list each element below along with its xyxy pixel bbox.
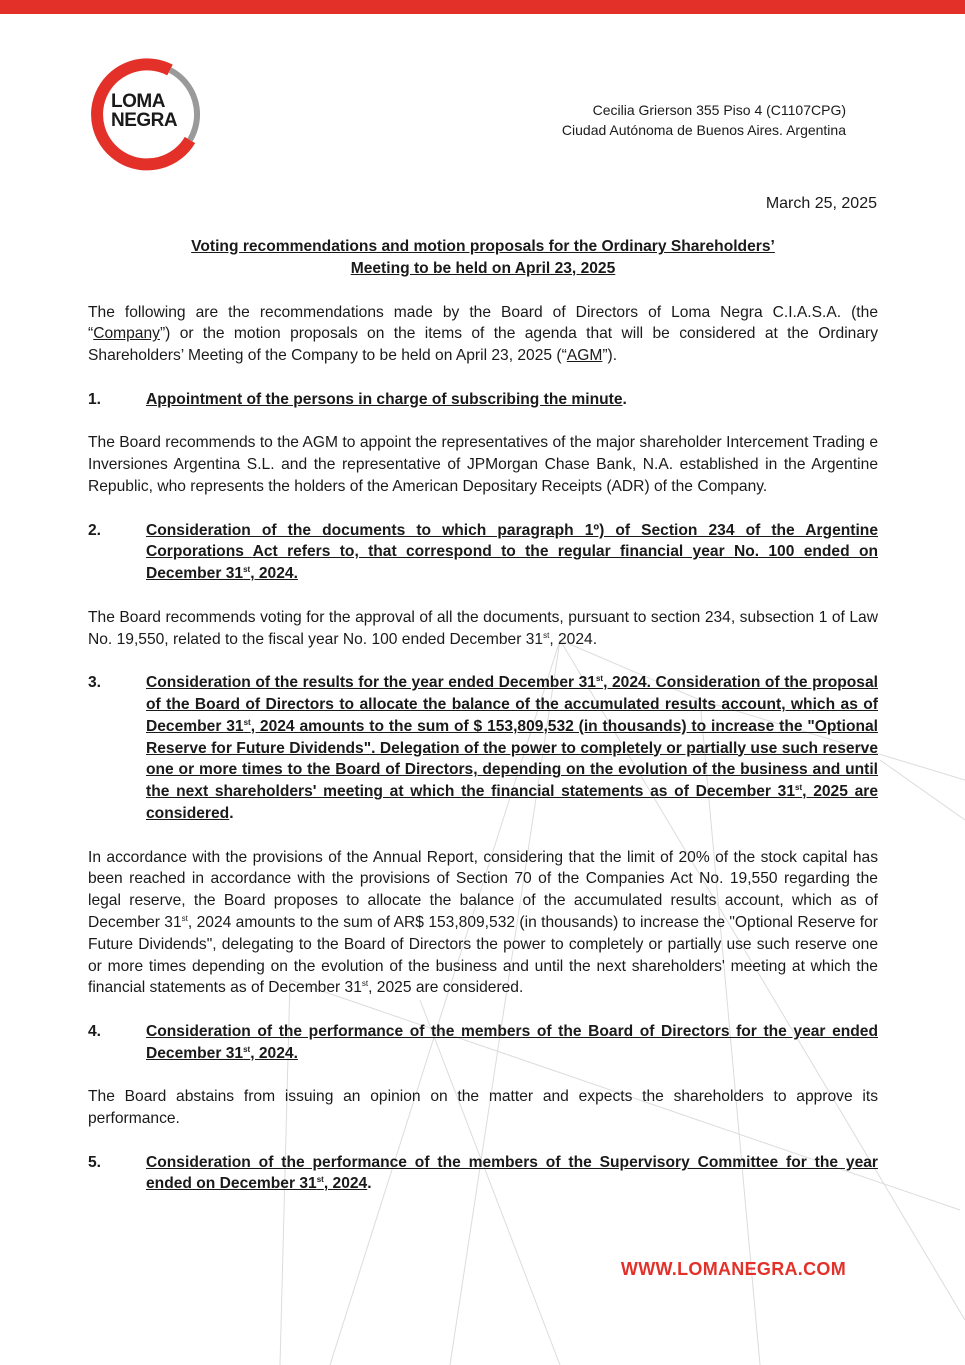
agenda-item-1: [88, 389, 878, 411]
item-heading-text: Consideration of the performance of the members of the Board of Directors for the year ended December 31: [146, 1022, 878, 1062]
recommendation-text: The Board recommends voting for the approval of all the documents, pursuant to section 234, subsection 1 of Law No. 19,550, related to the fiscal year No. 100 ended December 31: [88, 608, 878, 648]
item-number: 5.: [88, 1153, 102, 1171]
ordinal-suffix: st: [316, 1175, 324, 1185]
item-number: 4.: [88, 1022, 102, 1040]
address-line-2: Ciudad Autónoma de Buenos Aires. Argentina: [561, 122, 846, 138]
item-heading-underlined: [146, 674, 878, 822]
ordinal-suffix: st: [595, 673, 604, 683]
intro-agm-term: AGM: [566, 347, 603, 365]
intro-text-b: ”) or the motion proposals on the items of the agenda that will be considered at the Ordinary Shareholders’ Meeting of the Company to be held on April 23, 2025 (“: [88, 325, 878, 365]
item-heading-text: , 2024: [323, 1175, 368, 1193]
item-heading-underlined: [146, 1154, 878, 1193]
document-body: [88, 236, 878, 1217]
item-heading: [146, 389, 878, 411]
document-title: [88, 236, 878, 280]
ordinal-suffix: st: [181, 913, 188, 923]
agenda-item-3: [88, 672, 878, 825]
logo-word-loma: LOMA: [111, 91, 165, 112]
ordinal-suffix: st: [795, 782, 803, 792]
logo-word-negra: NEGRA: [111, 110, 178, 131]
item-heading-text: Consideration of the documents to which paragraph 1º) of Section 234 of the Argentine Corporations Act refers to, that correspond to the regular financial year No. 100 ended on December 31: [146, 521, 878, 583]
recommendation-text: , 2024.: [549, 630, 598, 648]
ordinal-suffix: st: [243, 717, 251, 727]
item-number: 1.: [88, 390, 102, 408]
ordinal-suffix: st: [243, 564, 251, 574]
item-heading-text: , 2024 amounts to the sum of $ 153,809,532 (in thousands) to increase the "Optional Reserve for Future Dividends". Delegation of the power to completely or partially use such reserve one or more times to the Board of Directors, depending on the evolution of the business and until the next shareholders' meeting at which the financial statements as of December 31: [146, 717, 878, 801]
item-number: 2.: [88, 521, 102, 539]
logo-wordmark: [111, 92, 177, 130]
item-heading-text: , 2024. Consideration of the proposal of the Board of Directors to allocate the balance of the accumulated results account, which as of December 31: [146, 674, 878, 735]
intro-company-term: Company: [93, 325, 160, 343]
agenda-item-4: [88, 1021, 878, 1065]
item-heading: [146, 1021, 878, 1065]
recommendation-text: In accordance with the provisions of the Annual Report, considering that the limit of 20% of the stock capital has been reached in accordance with the provisions of Section 70 of the Companies Act No. 19,550 regarding the legal reserve, the Board proposes to allocate the balance of the accumulated results account, which as of December 31: [88, 848, 878, 931]
item-heading-text: , 2024.: [250, 565, 298, 583]
agenda-item-5: [88, 1152, 878, 1196]
letter-date: March 25, 2025: [765, 195, 877, 212]
item-2-recommendation: [88, 607, 878, 651]
intro-text-a: The following are the recommendations made by the Board of Directors of Loma Negra C.I.A.S.A. (the “: [88, 303, 878, 343]
ordinal-suffix: st: [243, 1044, 251, 1054]
title-line-1: Voting recommendations and motion proposals for the Ordinary Shareholders’: [191, 238, 775, 255]
item-heading: [146, 520, 878, 585]
item-heading-text: , 2025 are considered: [146, 783, 878, 822]
item-heading-end: .: [622, 390, 627, 408]
intro-text-c: ”).: [602, 347, 618, 365]
item-1-recommendation: The Board recommends to the AGM to appoint the representatives of the major shareholder Intercement Trading e Inversiones Argentina S.L. and the representative of JPMorgan Chase Bank, N.A. established in the Argentine Republic, who represents the holders of the American Depositary Receipts (ADR) of the Company.: [88, 434, 878, 495]
intro-paragraph: [88, 302, 878, 367]
item-4-recommendation: The Board abstains from issuing an opinion on the matter and expects the shareholders to approve its performance.: [88, 1088, 878, 1128]
item-heading: [146, 1152, 878, 1196]
ordinal-suffix: st: [361, 979, 369, 989]
recommendation-text: , 2025 are considered.: [368, 979, 524, 997]
ordinal-suffix: st: [543, 630, 550, 640]
address-line-1: Cecilia Grierson 355 Piso 4 (C1107CPG): [592, 102, 846, 118]
item-heading-text: Consideration of the performance of the members of the Supervisory Committee for the year ended on December 31: [146, 1153, 878, 1193]
item-3-recommendation: [88, 847, 878, 1000]
item-heading-end: .: [367, 1175, 372, 1193]
recommendation-text: , 2024 amounts to the sum of AR$ 153,809,532 (in thousands) to increase the "Optional Reserve for Future Dividends", delegating to the Board of Directors the power to completely or partially use such reserve one or more times depending on the evolution of the business and until the next shareholders' meeting at which the financial statements as of December 31: [88, 913, 878, 997]
company-address: [562, 100, 846, 140]
item-heading-text: , 2024.: [250, 1044, 298, 1062]
item-heading: [146, 672, 878, 825]
item-heading-text: Consideration of the results for the year ended December 31: [146, 674, 596, 692]
item-number: 3.: [88, 674, 102, 692]
website-link[interactable]: WWW.LOMANEGRA.COM: [620, 1259, 846, 1279]
item-heading-text: Appointment of the persons in charge of subscribing the minute: [146, 390, 623, 408]
agenda-item-2: [88, 520, 878, 585]
item-heading-end: .: [229, 804, 234, 822]
title-line-2: Meeting to be held on April 23, 2025: [350, 259, 616, 277]
